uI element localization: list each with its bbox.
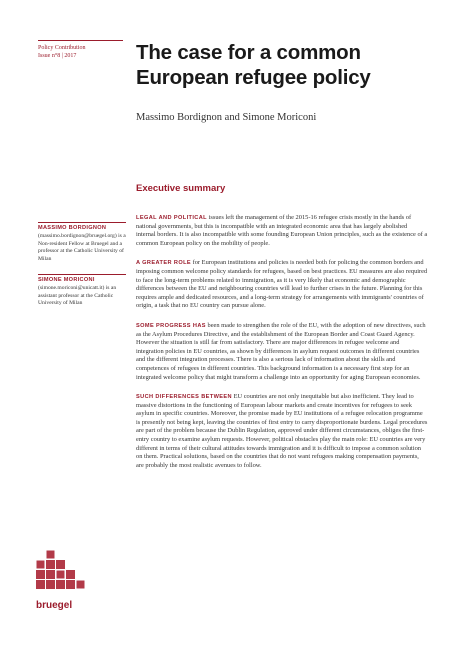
paragraph-lead: A GREATER ROLE <box>136 260 192 267</box>
author-name: MASSIMO BORDIGNON <box>38 225 107 231</box>
paragraph-lead: LEGAL AND POLITICAL <box>136 215 207 221</box>
summary-paragraph <box>136 322 428 382</box>
paragraph-lead: SUCH DIFFERENCES BETWEEN <box>136 394 232 401</box>
series-name: Policy Contribution <box>38 45 86 51</box>
author-name: SIMONE MORICONI <box>38 276 95 283</box>
author-bio <box>38 274 126 308</box>
summary-body <box>136 214 428 481</box>
author-bio-text: (massimo.bordignon@bruegel.org) is a Non-resident Fellow at Bruegel and a professor at the Catholic University of Milan <box>38 232 126 263</box>
paragraph-lead: SOME PROGRESS HAS <box>136 322 206 329</box>
series-label <box>38 44 123 60</box>
paragraph-text: been made to strengthen the role of the EU, with the adoption of new directives, such as the Asylum Procedures Directive, and the establishment of the European Border and Coast Guard Agency. However the situation is still far from satisfactory. There are major differences in refugee welcome and integration policies in EU countries, as shown by differences in asylum request outcomes in different countries and the different integration processes. There is also a serious lack of information about the skills and competences of refugees in different countries. This background information is a necessary first step for an integrated welcome policy that might transform a challenge into an opportunity for aging European economies. <box>136 321 426 381</box>
author-bio-text: (simone.moriconi@unicatt.it) is an assistant professor at the Catholic University of Milan <box>38 284 117 307</box>
section-title: Executive summary <box>136 183 226 194</box>
authors: Massimo Bordignon and Simone Moriconi <box>136 112 317 123</box>
summary-paragraph <box>136 393 428 470</box>
author-bios <box>38 222 126 318</box>
summary-paragraph <box>136 259 428 311</box>
paragraph-text: EU countries are not only inequitable but also inefficient. They lead to massive distortions in the functioning of European labour markets and create incentives for refugees to seek asylum in specific countries. Moreover, the promise made by EU institutions of a refugee relocation programme is presently not being kept, leaving the countries of first entry to carry disproportionate burdens. Legal procedures are part of the problem because the Dublin Regulation, approved under different circumstances, obliges the first-entry country to examine asylum requests. However, political obstacles play the main role: EU countries are very different in terms of their cultural attitudes towards immigration and it is difficult to impose a common solution on them. Practical solutions, based on the countries that do not want refugees making compensation payments, are probably the most realistic avenues to follow. <box>136 393 428 469</box>
paragraph-text: for European institutions and policies is needed both for policing the common borders and imposing common welcome policy standards for refugees, based on best practices. EU measures are also required to face the long-term problems related to immigration, as it is very likely that economic and demographic differences between the EU and neighbouring countries will lead to further crises in the future. Planning for this requires ample and dedicated resources, and a long-term strategy for arrangements with immigrants' countries of origin, a task that no EU country can pursue alone. <box>136 259 428 310</box>
summary-paragraph <box>136 214 428 248</box>
author-bio <box>38 222 126 264</box>
logo-wordmark: bruegel <box>36 600 73 611</box>
series-issue: Issue n°8 | 2017 <box>38 53 77 59</box>
paragraph-text: issues left the management of the 2015-16 refugee crisis mostly in the hands of national governments, but this is incompatible with an integrated economic area that has largely abolished internal borders. It is also incompatible with some founding European Union principles, such as the existence of a common European policy on the mobility of people. <box>136 214 428 247</box>
page-title: The case for a common European refugee policy <box>136 41 371 89</box>
series-rule <box>38 40 123 41</box>
